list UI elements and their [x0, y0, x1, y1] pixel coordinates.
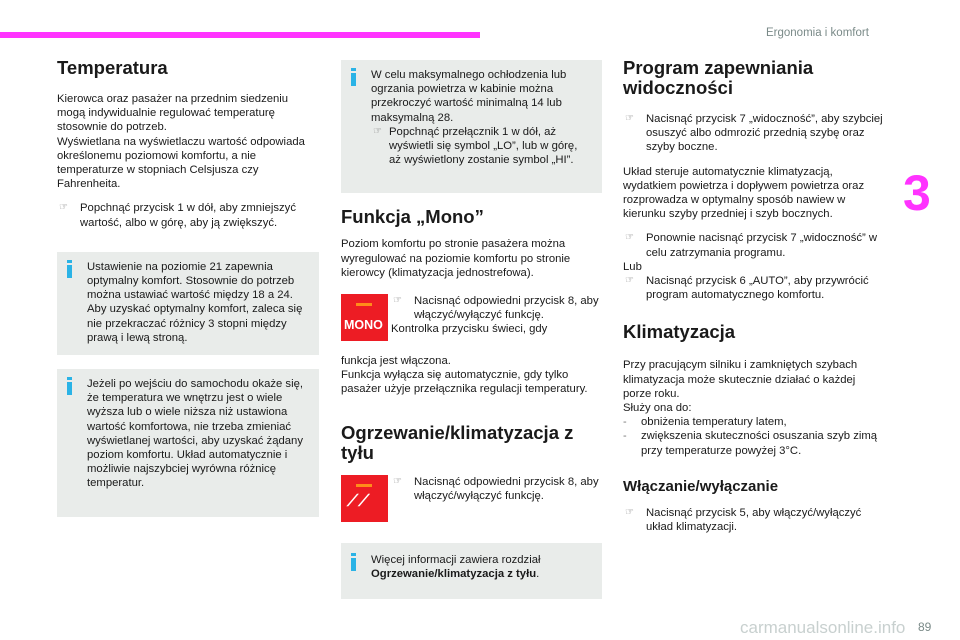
rear-block [341, 475, 602, 535]
step: ☞ Popchnąć przycisk 1 w dół, aby zmniejszyć wartość, albo w górę, aby ją zwiększyć. [59, 202, 296, 229]
step: ☞ Nacisnąć odpowiedni przycisk 8, aby włączyć/wyłączyć funkcję. [393, 475, 599, 502]
paragraph: Układ steruje automatycznie klimatyzacją, wydatkiem powietrza i dopływem powietrza oraz rozprowadza w optymalny sposób nawiew w kierunku szyby przedniej i szyb bocznych. [623, 165, 865, 221]
info-box: Jeżeli po wejściu do samochodu okaże się, że temperatura we wnętrzu jest o wiele wyższa lub o wiele niższa niż ustawiona wartość komfortowa, nie trzeba zmieniać wyświetlanej wartości, aby uzyskać żądany poziom komfortu. Układ automatycznie i możliwie najszybciej wyrówna różnicę temperatur. [57, 369, 319, 517]
step: ☞ Nacisnąć przycisk 6 „AUTO”, aby przywrócić program automatycznego komfortu. [625, 275, 869, 302]
subsection-title: Włączanie/wyłączanie [623, 477, 779, 495]
info-icon [67, 260, 72, 278]
mono-button-icon: MONO [341, 294, 388, 341]
pointing-hand-icon: ☞ [59, 202, 68, 214]
rear-climate-button-icon: ⟋⟋ [341, 475, 388, 522]
pointing-hand-icon: ☞ [625, 507, 634, 519]
mono-block [341, 294, 602, 354]
paragraph: funkcja jest włączona. Funkcja wyłącza się automatycznie, gdy tylko pasażer użyje przełącznika regulacji temperatury. [341, 355, 588, 396]
section-title: Klimatyzacja [623, 321, 736, 343]
section-title: Temperatura [57, 57, 168, 78]
pointing-hand-icon: ☞ [625, 113, 634, 124]
info-icon [67, 377, 72, 395]
pointing-hand-icon: ☞ [625, 232, 634, 244]
paragraph: Poziom komfortu po stronie pasażera można wyregulować na poziomie komfortu po stronie kierowcy (klimatyzacja jednostrefowa). [341, 238, 571, 279]
paragraph: Przy pracującym silniku i zamkniętych szybach klimatyzacja może skutecznie działać o każdej porze roku. Służy ona do: [623, 359, 858, 415]
step: ☞ Popchnąć przełącznik 1 w dół, aż wyświetli się symbol „LO”, lub w górę, aż wyświetlony zostanie symbol „HI”. [373, 125, 578, 167]
paragraph: Kierowca oraz pasażer na przednim siedzeniu mogą indywidualnie regulować temperaturę stosownie do potrzeb. Wyświetlana na wyświetlaczu wartość odpowiada określonemu poziomowi komfortu, a nie temperaturze w stopniach Celsjusza czy Fahrenheita. [57, 93, 305, 191]
column-1 [57, 58, 319, 517]
info-box: Ustawienie na poziomie 21 zapewnia optymalny komfort. Stosownie do potrzeb można ustawiać wartość między 18 a 24. Aby uzyskać optymalny komfort, zaleca się nie przekraczać różnicy 3 stopni między prawą i lewą stroną. [57, 252, 319, 355]
section-title: Ogrzewanie/klimatyzacja z tyłu [341, 421, 574, 463]
info-box: W celu maksymalnego ochłodzenia lub ogrzania powietrza w kabinie można przekroczyć wartość minimalną 14 lub maksymalną 28. ☞ Popchnąć przełącznik 1 w dół, aż wyświetli się symbol „LO”, lub w górę, aż wyświetlony zostanie symbol „HI”. [341, 60, 602, 193]
paragraph: Kontrolka przycisku świeci, gdy [391, 323, 548, 336]
paragraph: Lub [623, 260, 642, 273]
pointing-hand-icon: ☞ [393, 295, 402, 307]
chapter-number: 3 [903, 165, 931, 221]
step: ☞ Ponownie nacisnąć przycisk 7 „widoczność” w celu zatrzymania programu. [625, 232, 878, 259]
info-icon [351, 553, 356, 571]
column-3 [623, 58, 885, 544]
step: ☞ Nacisnąć przycisk 5, aby włączyć/wyłączyć układ klimatyzacji. [625, 507, 862, 534]
list-item: - obniżenia temperatury latem, [623, 416, 787, 429]
column-2 [341, 60, 602, 599]
section-title: Program zapewniania widoczności [623, 57, 814, 98]
page-number: 89 [918, 620, 932, 634]
watermark: carmanualsonline.info [740, 618, 906, 637]
info-box: Więcej informacji zawiera rozdział Ogrzewanie/klimatyzacja z tyłu. [341, 543, 602, 599]
pointing-hand-icon: ☞ [625, 275, 634, 287]
section-header: Ergonomia i komfort [766, 27, 869, 39]
info-icon [351, 68, 356, 86]
list-item: - zwiększenia skuteczności osuszania szyb zimą przy temperaturze powyżej 3°C. [623, 430, 878, 457]
chapter-color-bar [0, 32, 480, 38]
step: ☞ Nacisnąć odpowiedni przycisk 8, aby włączyć/wyłączyć funkcję. [393, 295, 599, 322]
section-title: Funkcja „Mono” [341, 206, 484, 228]
step: ☞ Nacisnąć przycisk 7 „widoczność”, aby szybciej osuszyć albo odmrozić przednią szybę oraz szyby boczne. [625, 113, 883, 154]
pointing-hand-icon: ☞ [393, 475, 402, 487]
pointing-hand-icon: ☞ [373, 125, 382, 137]
